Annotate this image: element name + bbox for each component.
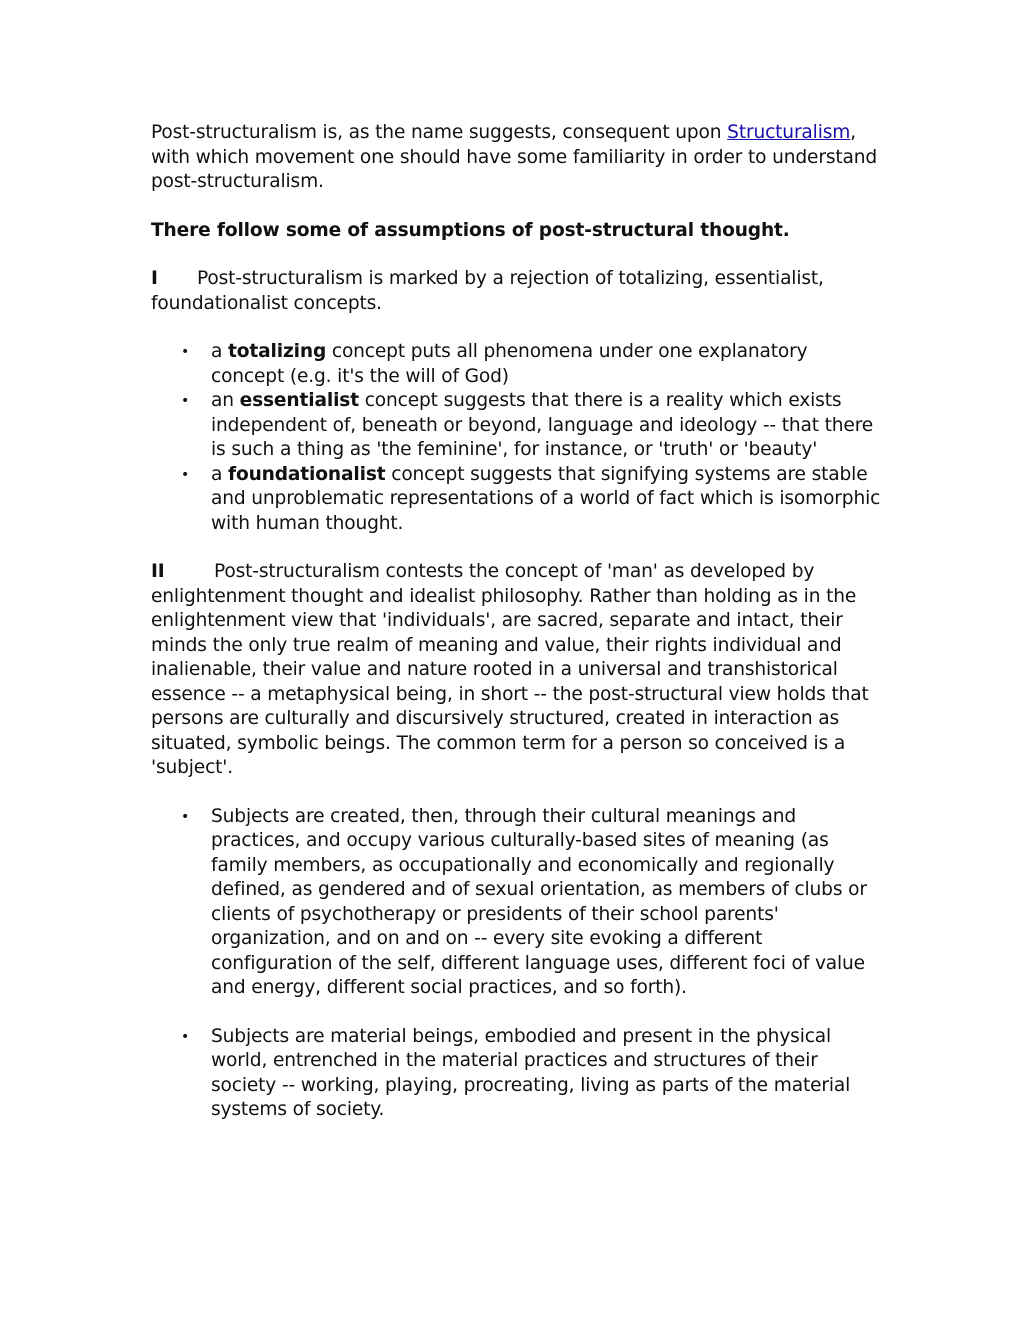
intro-text-end: , with which movement one should have some familiarity in order to understand post-structuralism. bbox=[151, 122, 878, 192]
document-page bbox=[151, 121, 881, 1147]
list-item-text: concept suggests that there is a reality which exists independent of, beneath or beyond, language and ideology -- that there is such a thing as 'the feminine', for instance, or 'truth' or 'beauty' bbox=[211, 390, 874, 460]
section-1-text: Post-structuralism is marked by a rejection of totalizing, essentialist, foundationalist concepts. bbox=[151, 268, 824, 314]
section-1-paragraph bbox=[151, 267, 881, 316]
intro-paragraph bbox=[151, 121, 881, 195]
list-item-prefix: a bbox=[211, 341, 229, 362]
list-item-text: concept suggests that signifying systems are stable and unproblematic representations of a world of fact which is isomorphic with human thought. bbox=[211, 463, 881, 534]
section-heading: There follow some of assumptions of post-structural thought. bbox=[151, 219, 790, 241]
section-2-paragraph bbox=[151, 560, 881, 781]
term-foundationalist: foundationalist bbox=[228, 463, 386, 485]
intro-text-start: Post-structuralism is, as the name suggests, consequent upon bbox=[151, 122, 728, 143]
section-2-list bbox=[151, 805, 881, 1123]
section-2-text: Post-structuralism contests the concept of 'man' as developed by enlightenment thought and idealist philosophy. Rather than holding as in the enlightenment view that 'individuals', are sacred, separate and intact, their minds the only true realm of meaning and value, their rights individual and inalienable, their value and nature rooted in a universal and transhistorical essence -- a metaphysical being, in short -- the post-structural view holds that persons are culturally and discursively structured, created in interaction as situated, symbolic beings. The common term for a person so conceived is a 'subject'. bbox=[151, 561, 869, 778]
structuralism-link[interactable]: Structuralism bbox=[727, 122, 851, 143]
list-item-prefix: an bbox=[211, 390, 240, 411]
list-item-totalizing bbox=[211, 340, 881, 389]
list-item-foundationalist bbox=[211, 463, 881, 537]
section-1-numeral: I bbox=[151, 268, 158, 289]
list-item-text: concept puts all phenomena under one explanatory concept (e.g. it's the will of God) bbox=[211, 341, 808, 387]
list-item-essentialist bbox=[211, 389, 881, 463]
list-item-subjects-cultural: • Subjects are created, then, through their cultural meanings and practices, and occupy various culturally-based sites of meaning (as family members, as occupationally and economically and regionally defined, as gendered and of sexual orientation, as members of clubs or clients of psychotherapy or presidents of their school parents' organization, and on and on -- every site evoking a different configuration of the self, different language uses, different foci of value and energy, different social practices, and so forth). bbox=[211, 805, 881, 1001]
term-totalizing: totalizing bbox=[228, 341, 327, 362]
term-essentialist: essentialist bbox=[239, 390, 359, 411]
list-item-prefix: a bbox=[211, 463, 229, 485]
list-item-subjects-material: • Subjects are material beings, embodied and present in the physical world, entrenched in the material practices and structures of their society -- working, playing, procreating, living as parts of the material systems of society. bbox=[211, 1025, 881, 1123]
section-1-list bbox=[151, 340, 881, 536]
section-2-numeral: II bbox=[151, 561, 165, 582]
